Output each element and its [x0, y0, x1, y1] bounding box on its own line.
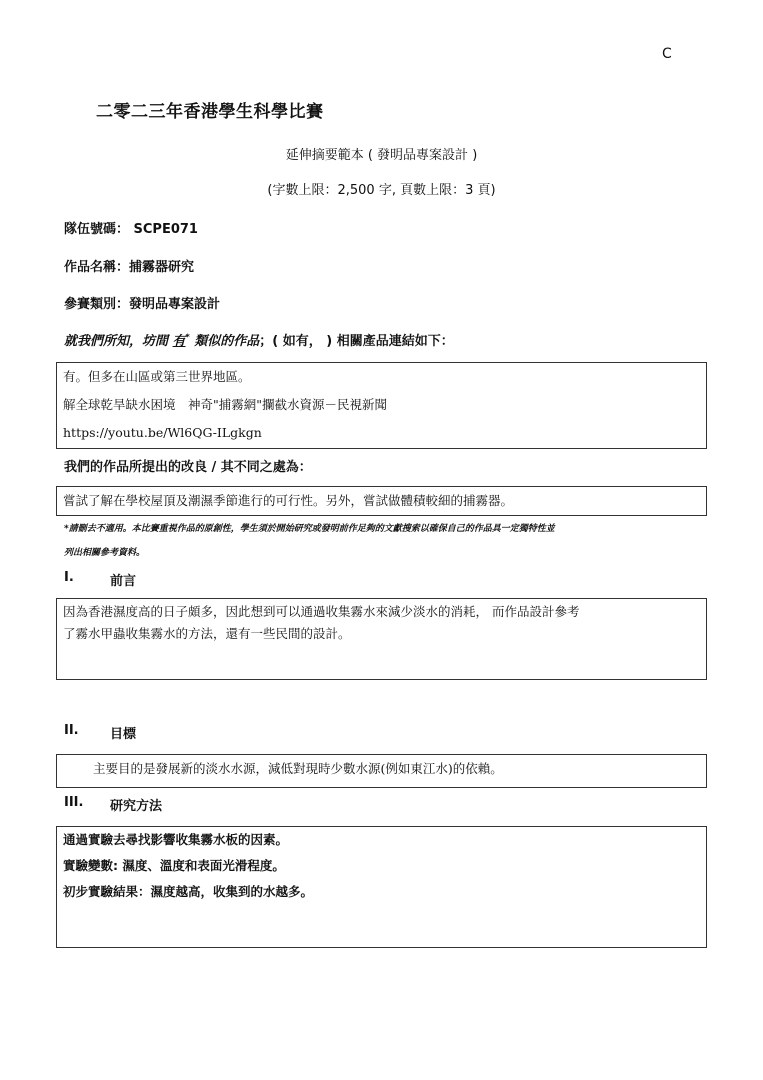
prior-art-label-c: ；( 如有， ) 相關產品連結如下：: [259, 334, 454, 349]
document-title: 二零二三年香港學生科學比賽: [96, 102, 324, 122]
asterisk-mark: *: [185, 332, 190, 342]
document-subtitle: 延伸摘要範本 ( 發明品專案設計 ): [285, 148, 478, 163]
method-line: 通過實驗去尋找影響收集霧水板的因素。: [63, 832, 289, 847]
category: 參賽類別：發明品專案設計: [64, 297, 221, 312]
section-number: II.: [64, 723, 79, 738]
method-line: 初步實驗結果：濕度越高，收集到的水越多。: [63, 884, 314, 899]
section-title-goal: 目標: [110, 727, 137, 742]
prior-art-box: [56, 362, 707, 449]
method-line: 實驗變數: 濕度、溫度和表面光滑程度。: [63, 858, 285, 873]
page-letter: C: [662, 46, 672, 62]
section-title-intro: 前言: [110, 574, 137, 589]
team-number: 隊伍號碼： SCPE071: [64, 222, 198, 237]
prior-art-label-b: 類似的作品: [194, 334, 260, 349]
method-box: [56, 826, 707, 948]
prior-art-line: 有。但多在山區或第三世界地區。: [63, 369, 251, 384]
section-number: I.: [64, 570, 74, 585]
goal-box: [56, 754, 707, 788]
intro-box: [56, 598, 707, 680]
prior-art-question: [64, 330, 454, 349]
section-title-method: 研究方法: [110, 799, 163, 814]
project-name: 作品名稱：捕霧器研究: [64, 260, 195, 275]
word-limit-note: (字數上限：2,500 字, 頁數上限：3 頁): [267, 183, 496, 198]
improvement-text: 嘗試了解在學校屋頂及潮濕季節進行的可行性。另外，嘗試做體積較細的捕霧器。: [63, 493, 514, 508]
improvement-heading: 我們的作品所提出的改良 / 其不同之處為：: [64, 460, 312, 475]
intro-line: 因為香港濕度高的日子頗多，因此想到可以通過收集霧水來減少淡水的消耗， 而作品設計參考: [63, 604, 580, 619]
prior-art-line: 解全球乾旱缺水困境 神奇"捕霧網"攔截水資源－民視新聞: [63, 397, 388, 412]
prior-art-link[interactable]: https://youtu.be/Wl6QG-ILgkgn: [63, 425, 262, 440]
prior-art-have: 有: [172, 334, 186, 349]
note-line: 列出相關參考資料。: [64, 548, 146, 558]
prior-art-label-a: 就我們所知，坊間: [64, 334, 169, 349]
note-line: *請刪去不適用。本比賽重視作品的原創性，學生須於開始研究或發明前作足夠的文獻搜索以確保自己的作品具一定獨特性並: [64, 524, 555, 534]
section-number: III.: [64, 795, 84, 810]
intro-line: 了霧水甲蟲收集霧水的方法，還有一些民間的設計。: [63, 626, 351, 641]
improvement-box: [56, 486, 707, 516]
goal-text: 主要目的是發展新的淡水水源，減低對現時少數水源(例如東江水)的依賴。: [93, 761, 503, 776]
